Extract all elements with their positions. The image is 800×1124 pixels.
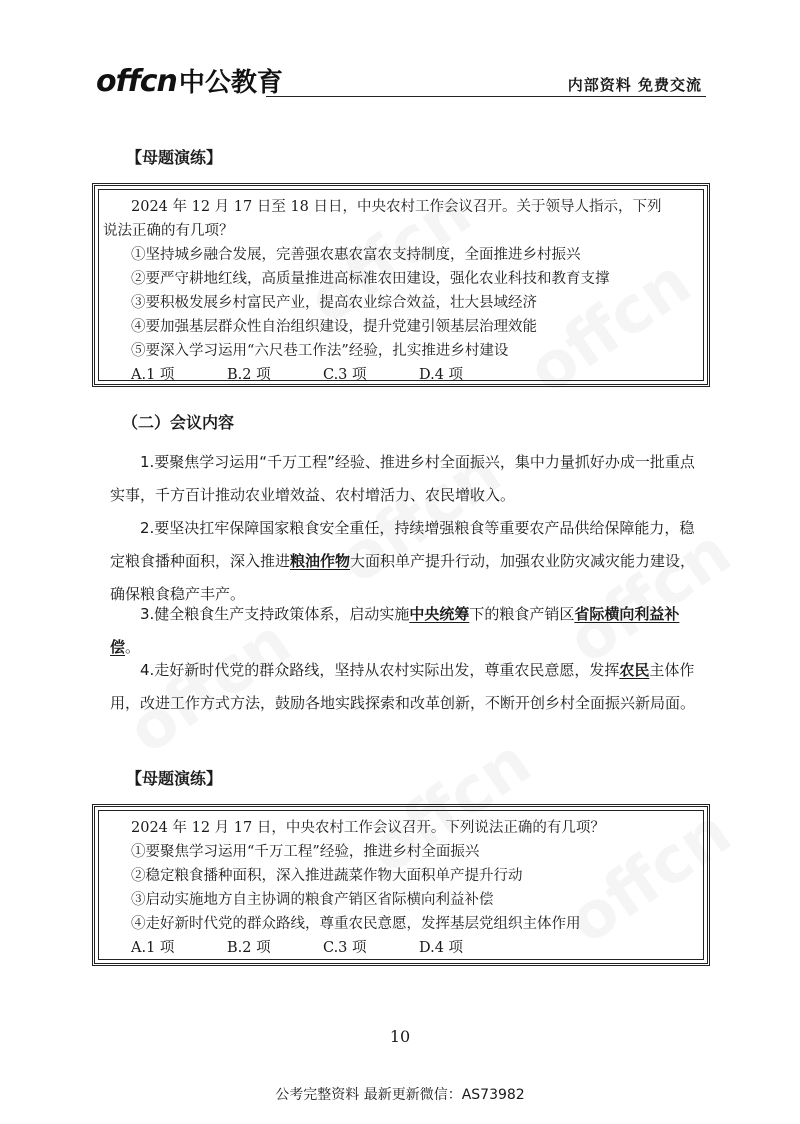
statement-item: ⑤要深入学习运用“六尺巷工作法”经验，扎实推进乡村建设 <box>131 343 509 359</box>
header-tagline: 内部资料 免费交流 <box>567 76 702 94</box>
option-d: D.4 项 <box>419 367 464 383</box>
statement-item: ②要严守耕地红线，高质量推进高标准农田建设，强化农业科技和教育支撑 <box>131 271 610 287</box>
highlight-keyword: 粮油作物 <box>290 552 351 570</box>
paragraph-text: 大面积单产提升行动，加强农业防灾减灾能力建设，确保粮食稳产丰产。 <box>110 552 696 603</box>
content-paragraph-1: 1.要聚焦学习运用“千万工程”经验、推进乡村全面振兴，集中力量抓好办成一批重点实事，千方百计推动农业增效益、农村增活力、农民增收入。 <box>110 453 695 504</box>
section-heading-meeting-content: （二）会议内容 <box>122 413 235 432</box>
highlight-keyword: 中央统筹 <box>409 605 470 623</box>
header-divider <box>266 96 706 97</box>
option-c: C.3 项 <box>323 367 367 383</box>
answer-options <box>131 363 515 384</box>
option-a: A.1 项 <box>131 367 175 383</box>
question-text-cont: 说法正确的有几项？ <box>103 223 234 239</box>
option-a: A.1 项 <box>131 940 175 956</box>
statement-item: ④走好新时代党的群众路线，尊重农民意愿，发挥基层党组织主体作用 <box>131 916 581 932</box>
question-box-2 <box>92 804 710 966</box>
question-text: 2024 年 12 月 17 日，中央农村工作会议召开。下列说法正确的有几项？ <box>131 820 605 836</box>
page-header <box>96 60 706 102</box>
highlight-keyword: 省际横向利益补偿 <box>110 605 680 656</box>
question-box-1 <box>92 183 710 387</box>
highlight-keyword: 农民 <box>619 661 650 679</box>
page-number: 10 <box>389 1027 411 1046</box>
statement-item: ④要加强基层群众性自治组织建设，提升党建引领基层治理效能 <box>131 319 537 335</box>
statement-item: ③要积极发展乡村富民产业，提高农业综合效益，壮大县域经济 <box>131 295 537 311</box>
statement-item: ①要聚焦学习运用“千万工程”经验，推进乡村全面振兴 <box>131 844 480 860</box>
option-d: D.4 项 <box>419 940 464 956</box>
section-heading-practice-1: 【母题演练】 <box>126 148 223 167</box>
statement-item: ②稳定粮食播种面积，深入推进蔬菜作物大面积单产提升行动 <box>131 868 523 884</box>
paragraph-text: 4.走好新时代党的群众路线，坚持从农村实际出发，尊重农民意愿，发挥 <box>140 661 620 679</box>
content-paragraph-4 <box>110 654 700 720</box>
question-text: 2024 年 12 月 17 日至 18 日日，中央农村工作会议召开。关于领导人指示，下列 <box>131 199 662 215</box>
paragraph-text: 2.要坚决扛牢保障国家粮食安全重任，持续增强粮食等重要农产品供给保障能力，稳定粮食播种面积，深入推进 <box>110 519 695 570</box>
paragraph-text: 。 <box>125 638 141 656</box>
logo-text-en: offcn <box>96 64 177 99</box>
page-footer: 公考完整资料 最新更新微信：AS73982 <box>275 1087 525 1103</box>
paragraph-text: 3.健全粮食生产支持政策体系，启动实施 <box>140 605 410 623</box>
option-b: B.2 项 <box>227 940 271 956</box>
section-heading-practice-2: 【母题演练】 <box>126 769 223 788</box>
logo-text-cn: 中公教育 <box>178 68 283 98</box>
brand-logo <box>96 62 283 99</box>
paragraph-text: 下的粮食产销区 <box>469 605 575 623</box>
option-b: B.2 项 <box>227 367 271 383</box>
option-c: C.3 项 <box>323 940 367 956</box>
paragraph-text: 主体作用，改进工作方式方法，鼓励各地实践探索和改革创新，不断开创乡村全面振兴新局面。 <box>110 661 696 712</box>
statement-item: ③启动实施地方自主协调的粮食产销区省际横向利益补偿 <box>131 892 494 908</box>
answer-options <box>131 936 515 957</box>
content-paragraph-2 <box>110 512 700 611</box>
statement-item: ①坚持城乡融合发展，完善强农惠农富农支持制度，全面推进乡村振兴 <box>131 247 581 263</box>
